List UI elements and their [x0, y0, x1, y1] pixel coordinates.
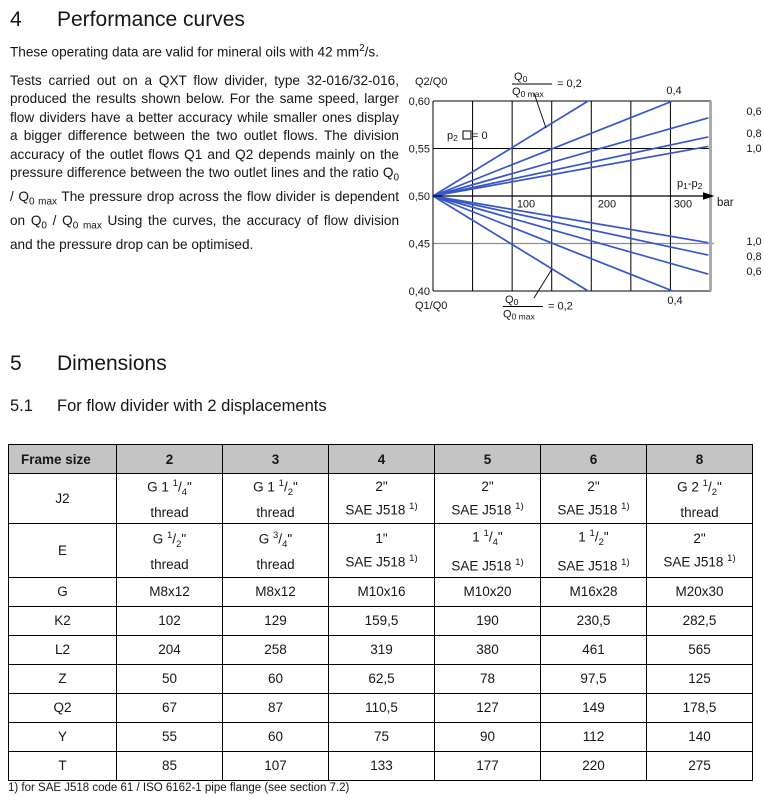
dimension-cell: 2" SAE J518 $^{1)}$ [647, 524, 753, 578]
row-label: E [9, 524, 117, 578]
frame-size-header: Frame size [9, 445, 117, 474]
frame-col-header: 3 [223, 445, 329, 474]
dimension-cell: 2" SAE J518 $^{1)}$ [541, 474, 647, 524]
svg-text:= 0,2: = 0,2 [548, 300, 573, 313]
dimension-cell: 125 [647, 664, 753, 693]
performance-chart-svg [400, 53, 764, 327]
dimension-cell: 55 [117, 722, 223, 751]
dimension-cell: 140 [647, 722, 753, 751]
table-row [9, 577, 753, 606]
dimension-cell: G $^1/_2$" thread [117, 524, 223, 578]
curve-Q0/Q0max = 0,8 (Q1/Q0) [433, 196, 708, 255]
dimension-cell: M20x30 [647, 577, 753, 606]
row-label: Z [9, 664, 117, 693]
dimension-cell: 97,5 [541, 664, 647, 693]
row-label: G [9, 577, 117, 606]
right-curve-label: 0,8 [746, 128, 762, 140]
dimension-cell: 50 [117, 664, 223, 693]
frame-col-header: 5 [435, 445, 541, 474]
table-row [9, 474, 753, 524]
dimension-cell: 90 [435, 722, 541, 751]
dimension-cell: 87 [223, 693, 329, 722]
dimension-cell: 129 [223, 606, 329, 635]
dimension-cell: 258 [223, 635, 329, 664]
table-row [9, 751, 753, 780]
x-tick-label: 200 [597, 198, 617, 211]
dimension-cell: 67 [117, 693, 223, 722]
row-label: K2 [9, 606, 117, 635]
y-axis-label-top: Q2/Q0 [415, 76, 448, 88]
dimension-cell: M8x12 [223, 577, 329, 606]
dimension-cell: 1 $^1/_2$" SAE J518 $^{1)}$ [541, 524, 647, 578]
right-curve-label: 0,8 [746, 251, 762, 263]
row-label: T [9, 751, 117, 780]
dimension-cell: 282,5 [647, 606, 753, 635]
dimension-cell: 461 [541, 635, 647, 664]
y-tick-label: 0,40 [408, 286, 430, 298]
svg-text:= 0,2: = 0,2 [557, 78, 582, 90]
svg-text:p2: p2 [447, 130, 458, 143]
dimension-cell: 127 [435, 693, 541, 722]
frame-col-header: 2 [117, 445, 223, 474]
ratio-annotation-top [512, 71, 582, 99]
dimension-cell: M10x16 [329, 577, 435, 606]
dimension-cell: M8x12 [117, 577, 223, 606]
curve-label-04-top: 0,4 [666, 85, 682, 97]
frame-col-header: 6 [541, 445, 647, 474]
dimension-cell: 110,5 [329, 693, 435, 722]
dimension-cell: 1 $^1/_4$" SAE J518 $^{1)}$ [435, 524, 541, 578]
dimension-cell: G 1 $^1/_4$" thread [117, 474, 223, 524]
right-curve-label: 0,6 [746, 266, 762, 278]
frame-col-header: 8 [647, 445, 753, 474]
table-header-row [9, 445, 753, 474]
row-label: L2 [9, 635, 117, 664]
dimension-cell: 2" SAE J518 $^{1)}$ [435, 474, 541, 524]
dimension-cell: 230,5 [541, 606, 647, 635]
y-axis-label-bottom: Q1/Q0 [415, 300, 448, 312]
dimension-cell: 112 [541, 722, 647, 751]
dimension-cell: 275 [647, 751, 753, 780]
dimension-cell: G 1 $^1/_2$" thread [223, 474, 329, 524]
row-label: Y [9, 722, 117, 751]
x-axis-arrow [433, 192, 715, 199]
frame-col-header: 4 [329, 445, 435, 474]
dimension-cell: 60 [223, 722, 329, 751]
right-curve-label: 1,0 [746, 143, 762, 155]
table-row [9, 524, 753, 578]
row-label: Q2 [9, 693, 117, 722]
curve-Q0/Q0max = 0,8 (Q2/Q0) [433, 137, 708, 196]
dimension-cell: 177 [435, 751, 541, 780]
ratio-annotation-bottom [503, 294, 573, 322]
svg-text:Q0: Q0 [514, 71, 528, 84]
dimension-cell: 60 [223, 664, 329, 693]
dimension-cell: 190 [435, 606, 541, 635]
table-row [9, 693, 753, 722]
row-label: J2 [9, 474, 117, 524]
x-tick-label: 300 [673, 198, 693, 211]
dimension-cell: 159,5 [329, 606, 435, 635]
section-number: 4 [10, 8, 22, 31]
y-tick-label: 0,50 [408, 191, 430, 203]
section-heading-4 [10, 8, 245, 32]
table-row [9, 722, 753, 751]
table-row [9, 664, 753, 693]
svg-text:= 0: = 0 [472, 130, 488, 142]
x-axis-label: p1-p2 [677, 178, 703, 191]
curve-label-04-bottom: 0,4 [667, 295, 683, 307]
dimension-cell: 1" SAE J518 $^{1)}$ [329, 524, 435, 578]
dimension-cell: 565 [647, 635, 753, 664]
svg-text:Q0 max: Q0 max [503, 308, 535, 322]
section-title: Performance curves [57, 8, 245, 31]
section-heading-5 [10, 352, 167, 376]
dimension-cell: 75 [329, 722, 435, 751]
intro-paragraph: These operating data are valid for mineral oils with 42 $mm^2/s$. [10, 43, 379, 60]
subsection-heading-5-1 [10, 397, 327, 416]
dimension-cell: 178,5 [647, 693, 753, 722]
section-title: Dimensions [57, 352, 167, 375]
dimension-cell: M16x28 [541, 577, 647, 606]
subsection-title: For flow divider with 2 displacements [57, 397, 327, 415]
x-tick-label: 100 [516, 198, 536, 211]
dimension-cell: 220 [541, 751, 647, 780]
right-curve-label: 0,6 [746, 106, 762, 118]
dimension-cell: 62,5 [329, 664, 435, 693]
dimension-cell: 380 [435, 635, 541, 664]
dimension-cell: G $^3/_4$" thread [223, 524, 329, 578]
annotation-leader-bottom [534, 269, 552, 298]
subsection-number: 5.1 [10, 397, 33, 415]
dimension-cell: 102 [117, 606, 223, 635]
missing-glyph-box [463, 131, 471, 139]
table-row [9, 606, 753, 635]
right-curve-label: 1,0 [746, 236, 762, 248]
dimension-cell: 2" SAE J518 $^{1)}$ [329, 474, 435, 524]
y-tick-label: 0,60 [408, 96, 430, 108]
dimension-cell: 85 [117, 751, 223, 780]
dimension-cell: 107 [223, 751, 329, 780]
section-number: 5 [10, 352, 22, 375]
dimension-cell: M10x20 [435, 577, 541, 606]
dimension-cell: 149 [541, 693, 647, 722]
table-row [9, 635, 753, 664]
y-tick-label: 0,55 [408, 143, 430, 156]
dimensions-table [8, 444, 753, 781]
p2-annotation [447, 130, 488, 143]
y-tick-label: 0,45 [408, 238, 430, 251]
svg-text:Q0 max: Q0 max [512, 86, 544, 99]
dimension-cell: 78 [435, 664, 541, 693]
performance-chart [400, 53, 764, 327]
footnote: 1) for SAE J518 code 61 / ISO 6162-1 pipe flange (see section 7.2) [8, 782, 350, 794]
svg-text:Q0: Q0 [505, 294, 519, 307]
dimension-cell: 319 [329, 635, 435, 664]
dimension-cell: 133 [329, 751, 435, 780]
dimension-cell: G 2 $^1/_2$" thread [647, 474, 753, 524]
x-axis-unit: bar [717, 197, 734, 209]
dimension-cell: 204 [117, 635, 223, 664]
description-paragraph: Tests carried out on a QXT flow divider, type 32-016/32-016, produced the results shown below. For the same speed, larger flow dividers have a better accuracy while smaller ones display a bigger difference between the two outlet flows. The division accuracy of the outlet flows Q1 and Q2 depends mainly on the pressure difference between the two outlet lines and the ratio $Q_0 / Q_{0 max}$ The pressure drop across the flow divider is dependent on $Q_0 / Q_{0 max}$ Using the curves, the accuracy of flow division and the pressure drop can be optimised. [10, 73, 400, 253]
